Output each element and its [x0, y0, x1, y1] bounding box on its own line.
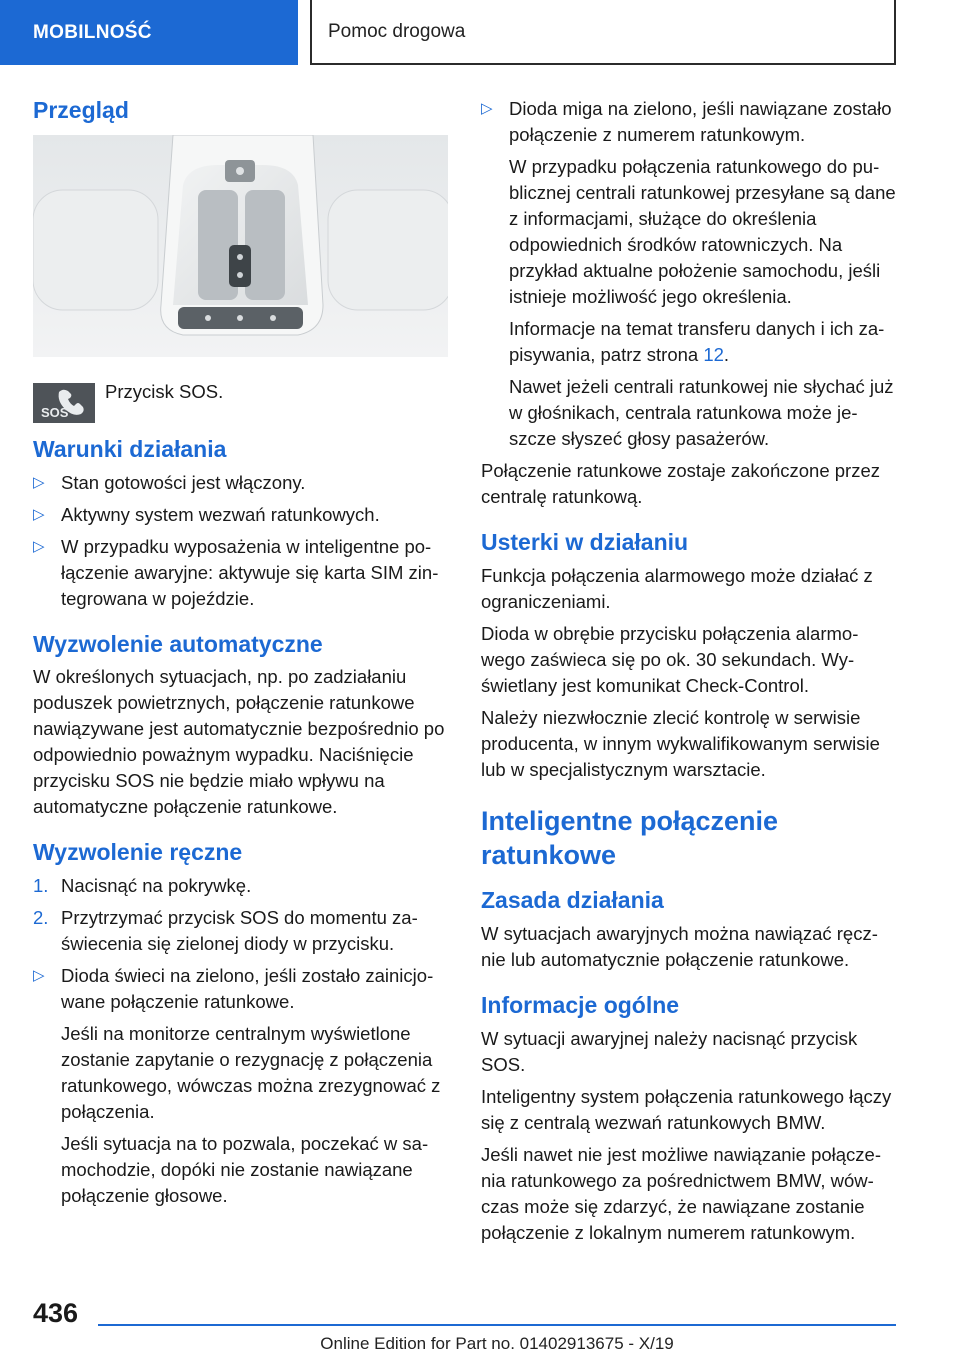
page-number: 436: [33, 1298, 79, 1328]
list-item: 2. Przytrzymać przycisk SOS do momentu zaświecenia się zielonej diody w przycisku.: [33, 907, 418, 954]
sos-caption: Przycisk SOS.: [105, 380, 224, 402]
list-item: ▷ W przypadku wyposażenia w inteligentne połączenie awaryjne: aktywuje się karta SIM zintegrowana w pojeździe.: [33, 535, 439, 609]
triangle-bullet-icon: ▷: [33, 473, 45, 491]
triangle-bullet-icon: ▷: [33, 537, 45, 555]
sos-legend: [33, 379, 448, 423]
manual-notes: [33, 963, 448, 1209]
triangle-bullet-icon: ▷: [481, 100, 493, 117]
general-text-2: Inteligentny system połączenia ratunkowego łączy się z centralą wezwań ratunkowych BMW.: [481, 1085, 892, 1133]
faults-heading: Usterki w działaniu: [481, 529, 689, 555]
general-text-1: W sytuacji awaryjnej należy nacisnąć przycisk SOS.: [481, 1027, 858, 1075]
header-section-tab: MOBILNOŚĆ: [0, 0, 298, 65]
overview-heading: Przegląd: [33, 97, 129, 123]
faults-text-2: Dioda w obrębie przycisku połączenia alarmowego zaświeca się po ok. 30 sekundach. Wyświetlany jest komunikat Check-Control.: [481, 622, 859, 696]
manual-trigger-heading: Wyzwolenie ręczne: [33, 839, 243, 866]
right-column: [481, 96, 896, 1252]
principle-heading: Zasada działania: [481, 887, 664, 914]
general-info-heading: Informacje ogólne: [481, 992, 680, 1018]
auto-trigger-text: W określonych sytuacjach, np. po zadziałaniu poduszek powietrznych, połączenie ratunkowe nawiązywane jest automatycznie bezpośrednio po odpowiednio poważnym wypadku. Naciśnięcie przycisku SOS nie będzie miało wpływu na automatyczne połączenie ratunkowe.: [33, 666, 445, 818]
header-topic: Pomoc drogowa: [310, 0, 896, 65]
principle-text: W sytuacjach awaryjnych można nawiązać ręcznie lub automatycznie połączenie ratunkowe.: [481, 923, 878, 970]
overhead-console-photo: [33, 135, 448, 357]
faults-text-1: Funkcja połączenia alarmowego może działać z ograniczeniami.: [481, 564, 873, 612]
auto-trigger-heading: Wyzwolenie automatyczne: [33, 630, 323, 657]
list-item: ▷ Dioda świeci na zielono, jeśli zostało zainicjowane połączenie ratunkowe. Jeśli na monitorze centralnym wyświetlone zostanie zapytanie o rezygnację z połączenia ratunkowego, wówczas można zrezygnować z połączenia. Jeśli sytuacja na to pozwala, poczekać w samochodzie, dopóki nie zostanie nawiązane połączenie głosowe.: [33, 965, 441, 1206]
faults-text-3: Należy niezwłocznie zlecić kontrolę w serwisie producenta, w innym wykwalifikowanym serwisie lub w specjalistycznym warsztacie.: [481, 706, 880, 780]
call-end-text: Połączenie ratunkowe zostaje zakończone przez centralę ratunkową.: [481, 460, 881, 507]
list-item: 1. Nacisnąć na pokrywkę.: [33, 875, 252, 896]
list-item: ▷ Stan gotowości jest włączony.: [33, 470, 448, 496]
list-item: ▷ Aktywny system wezwań ratunkowych.: [33, 502, 448, 528]
footer-edition: Online Edition for Part no. 01402913675 - X/19: [320, 1334, 674, 1353]
page-link[interactable]: 12: [703, 344, 724, 365]
svg-text:SOS: SOS: [41, 404, 69, 420]
triangle-bullet-icon: ▷: [33, 505, 45, 523]
call-notes: [481, 96, 896, 452]
triangle-bullet-icon: ▷: [33, 967, 45, 984]
list-item: ▷ Dioda miga na zielono, jeśli nawiązane zostało połączenie z numerem ratunkowym. W przypadku połączenia ratunkowego do publicznej centrali ratunkowej przesyłane są dane z informacjami, służące do określenia odpowiednich środków ratowniczych. Na przykład aktualne położenie samochodu, jeśli istnieje możliwość jego określenia. Informacje na temat transferu danych i ich zapisywania, patrz strona 12. Nawet jeżeli centrali ratunkowej nie słychać już w głośnikach, centrala ratunkowa może jeszcze słyszeć głosy pasażerów.: [481, 98, 896, 449]
smart-call-heading: Inteligentne połączenie ratunkowe: [481, 805, 779, 870]
left-column: [33, 96, 448, 1215]
footer-divider: [98, 1324, 896, 1326]
general-text-3: Jeśli nawet nie jest możliwe nawiązanie połączenia ratunkowego za pośrednictwem BMW, wówczas może się zdarzyć, że nawiązane zostanie połączenie z lokalnym numerem ratunkowym.: [481, 1143, 882, 1243]
sos-phone-icon: [33, 383, 95, 423]
conditions-heading: Warunki działania: [33, 435, 227, 462]
conditions-list: [33, 470, 448, 612]
manual-steps: [33, 873, 448, 957]
